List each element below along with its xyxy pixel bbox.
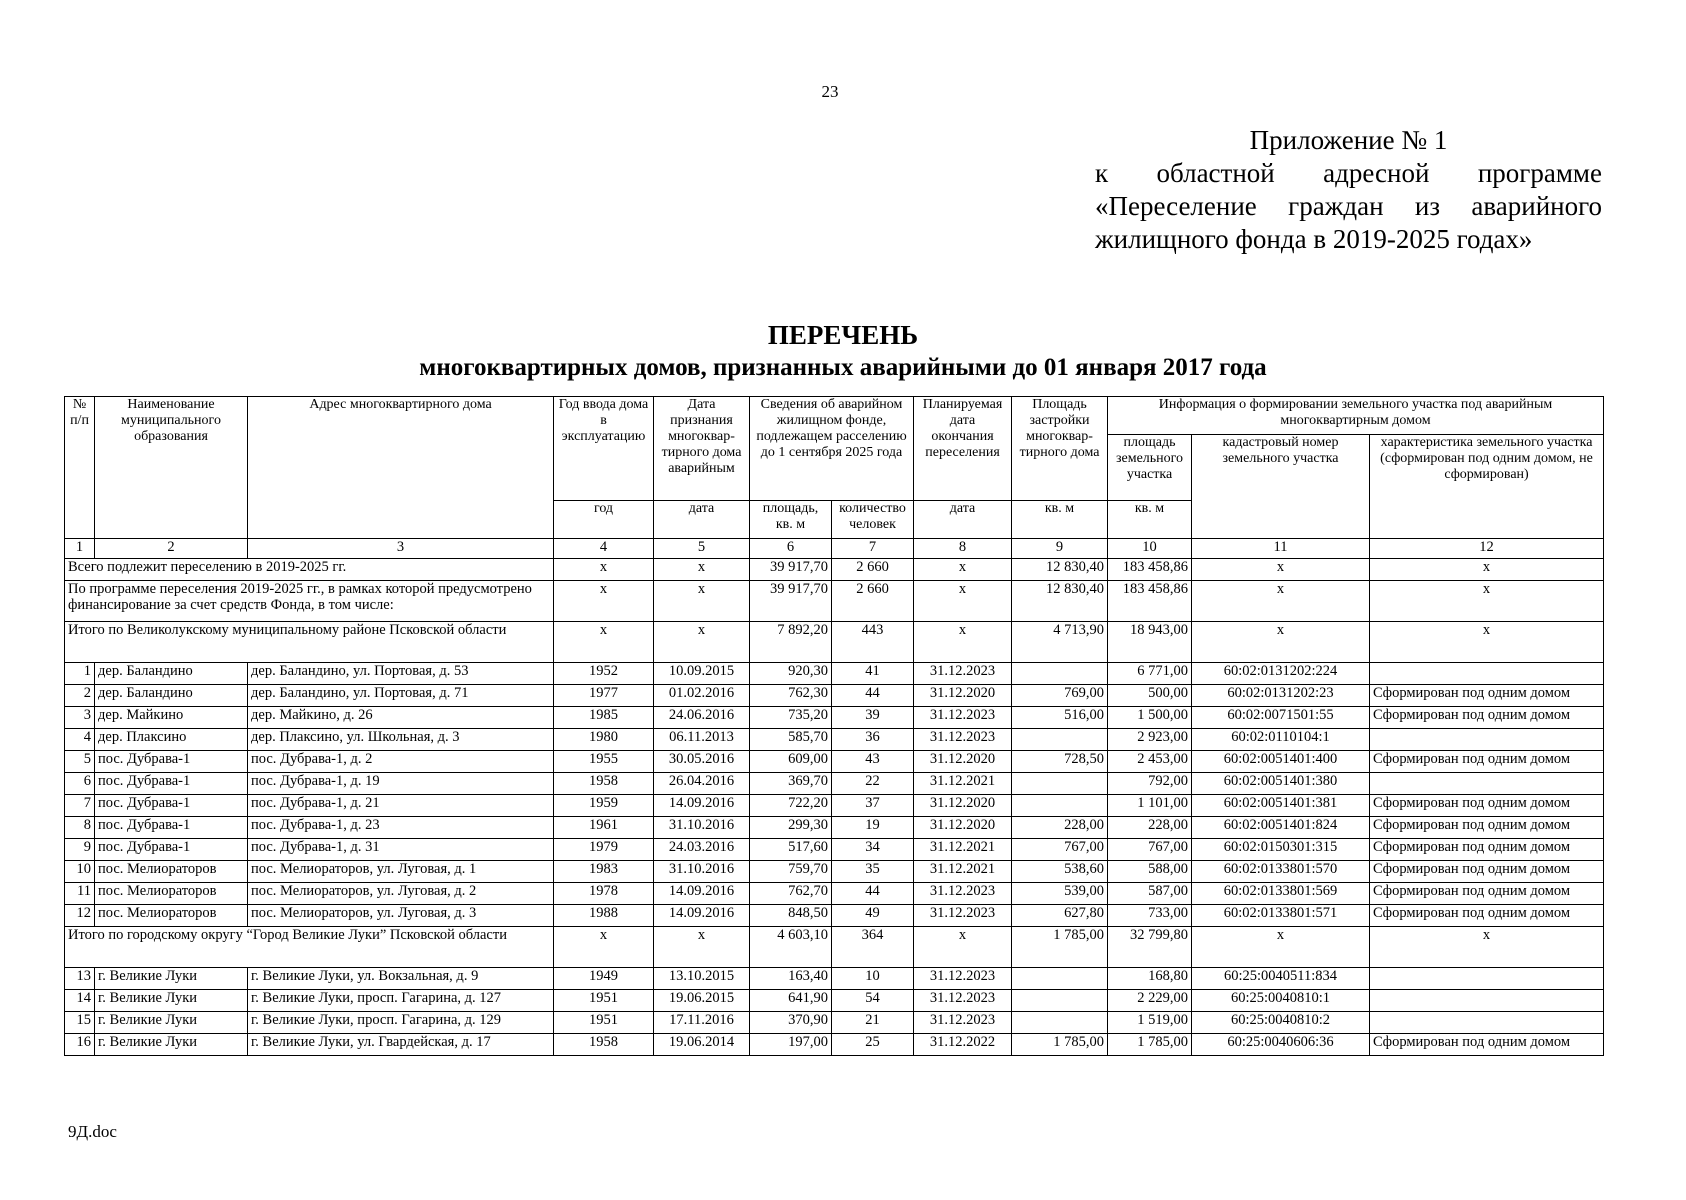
cell-land-char [1370,729,1604,751]
col-number: 7 [832,539,914,559]
header-build-area: Площадь застройки многоквар-тирного дома [1012,397,1108,501]
summary-cell: х [1370,559,1604,581]
summary-label: Итого по Великолукскому муниципальному районе Псковской области [65,622,554,663]
cell-planned-date: 31.12.2023 [914,990,1012,1012]
cell-people: 41 [832,663,914,685]
cell-land-char [1370,1012,1604,1034]
cell-people: 43 [832,751,914,773]
summary-cell: х [1192,927,1370,968]
cell-recognition-date: 31.10.2016 [654,817,750,839]
city-summary [65,927,1604,968]
table-row [65,968,1604,990]
cell-land-area: 588,00 [1108,861,1192,883]
cell-cadastral: 60:02:0051401:400 [1192,751,1370,773]
cell-people: 49 [832,905,914,927]
cell-year: 1983 [554,861,654,883]
cell-year: 1988 [554,905,654,927]
cell-build-area: 728,50 [1012,751,1108,773]
cell-municipality: пос. Мелиораторов [95,861,248,883]
footer-filename: 9Д.doc [68,1122,117,1141]
table-row [65,1034,1604,1056]
header-municipality: Наименование муниципального образования [95,397,248,539]
cell-recognition-date: 26.04.2016 [654,773,750,795]
column-numbers-row [65,539,1604,559]
summary-row-district [65,622,1604,663]
cell-area: 762,70 [750,883,832,905]
cell-address: дер. Майкино, д. 26 [248,707,554,729]
document-subtitle: многоквартирных домов, признанных аварийными до 01 января 2017 года [419,354,1267,381]
cell-recognition-date: 10.09.2015 [654,663,750,685]
cell-municipality: пос. Дубрава-1 [95,839,248,861]
cell-year: 1961 [554,817,654,839]
summary-cell: 12 830,40 [1012,559,1108,581]
summary-cell: 2 660 [832,559,914,581]
cell-area: 585,70 [750,729,832,751]
cell-year: 1980 [554,729,654,751]
table-row [65,795,1604,817]
cell-planned-date: 31.12.2021 [914,773,1012,795]
header-unit-people: количество человек [832,501,914,539]
cell-year: 1978 [554,883,654,905]
header-fund-info: Сведения об аварийном жилищном фонде, подлежащем расселению до 1 сентября 2025 года [750,397,914,501]
appendix-line-1: к областной адресной программе [1095,158,1602,188]
table-body [65,539,1604,663]
cell-recognition-date: 14.09.2016 [654,883,750,905]
cell-land-area: 2 453,00 [1108,751,1192,773]
cell-municipality: г. Великие Луки [95,1034,248,1056]
cell-cadastral: 60:02:0051401:380 [1192,773,1370,795]
summary-cell: 364 [832,927,914,968]
cell-cadastral: 60:02:0110104:1 [1192,729,1370,751]
cell-build-area [1012,968,1108,990]
summary-cell: 18 943,00 [1108,622,1192,663]
cell-address: пос. Дубрава-1, д. 31 [248,839,554,861]
table-row [65,839,1604,861]
cell-municipality: г. Великие Луки [95,990,248,1012]
cell-recognition-date: 24.06.2016 [654,707,750,729]
cell-planned-date: 31.12.2021 [914,861,1012,883]
cell-land-area: 2 923,00 [1108,729,1192,751]
cell-address: пос. Мелиораторов, ул. Луговая, д. 1 [248,861,554,883]
cell-people: 22 [832,773,914,795]
cell-people: 21 [832,1012,914,1034]
cell-municipality: пос. Дубрава-1 [95,795,248,817]
cell-area: 517,60 [750,839,832,861]
housing-register-table [64,396,1604,1056]
cell-build-area: 516,00 [1012,707,1108,729]
cell-land-area: 1 500,00 [1108,707,1192,729]
cell-area: 299,30 [750,817,832,839]
cell-recognition-date: 19.06.2015 [654,990,750,1012]
cell-cadastral: 60:02:0051401:824 [1192,817,1370,839]
cell-build-area: 228,00 [1012,817,1108,839]
cell-build-area: 767,00 [1012,839,1108,861]
table-row [65,773,1604,795]
cell-cadastral: 60:02:0131202:224 [1192,663,1370,685]
col-number: 5 [654,539,750,559]
cell-address: г. Великие Луки, просп. Гагарина, д. 129 [248,1012,554,1034]
summary-cell: х [654,559,750,581]
table-row [65,817,1604,839]
cell-num: 9 [65,839,95,861]
summary-cell: х [654,927,750,968]
header-land-char: характеристика земельного участка (сформирован под одним домом, не сформирован) [1370,435,1604,539]
cell-num: 12 [65,905,95,927]
cell-land-area: 767,00 [1108,839,1192,861]
cell-land-area: 6 771,00 [1108,663,1192,685]
cell-year: 1951 [554,1012,654,1034]
summary-cell: 2 660 [832,581,914,622]
col-number: 9 [1012,539,1108,559]
cell-num: 14 [65,990,95,1012]
cell-year: 1955 [554,751,654,773]
cell-land-char: Сформирован под одним домом [1370,751,1604,773]
cell-cadastral: 60:25:0040810:2 [1192,1012,1370,1034]
cell-address: г. Великие Луки, ул. Вокзальная, д. 9 [248,968,554,990]
cell-year: 1951 [554,990,654,1012]
cell-year: 1979 [554,839,654,861]
cell-address: пос. Мелиораторов, ул. Луговая, д. 2 [248,883,554,905]
cell-cadastral: 60:25:0040810:1 [1192,990,1370,1012]
summary-cell: х [554,559,654,581]
cell-land-area: 168,80 [1108,968,1192,990]
cell-cadastral: 60:02:0133801:570 [1192,861,1370,883]
cell-address: пос. Дубрава-1, д. 23 [248,817,554,839]
cell-num: 15 [65,1012,95,1034]
summary-cell: х [1370,581,1604,622]
header-unit-date2: дата [914,501,1012,539]
cell-people: 54 [832,990,914,1012]
cell-people: 25 [832,1034,914,1056]
cell-num: 7 [65,795,95,817]
header-unit-area: площадь, кв. м [750,501,832,539]
cell-area: 163,40 [750,968,832,990]
cell-num: 6 [65,773,95,795]
table-row [65,685,1604,707]
appendix-block [1095,124,1602,256]
header-cadastral: кадастровый номер земельного участка [1192,435,1370,539]
cell-planned-date: 31.12.2023 [914,729,1012,751]
cell-people: 10 [832,968,914,990]
col-number: 6 [750,539,832,559]
cell-num: 8 [65,817,95,839]
summary-cell: х [1192,581,1370,622]
cell-recognition-date: 14.09.2016 [654,795,750,817]
table-row [65,729,1604,751]
cell-recognition-date: 14.09.2016 [654,905,750,927]
cell-municipality: г. Великие Луки [95,968,248,990]
col-number: 2 [95,539,248,559]
cell-recognition-date: 19.06.2014 [654,1034,750,1056]
header-address: Адрес многоквартирного дома [248,397,554,539]
cell-cadastral: 60:02:0071501:55 [1192,707,1370,729]
appendix-line-3: жилищного фонда в 2019-2025 годах» [1095,224,1533,254]
district-rows [65,663,1604,927]
cell-cadastral: 60:25:0040511:834 [1192,968,1370,990]
city-rows [65,968,1604,1056]
cell-planned-date: 31.12.2020 [914,685,1012,707]
summary-cell: 4 713,90 [1012,622,1108,663]
cell-recognition-date: 01.02.2016 [654,685,750,707]
cell-municipality: дер. Плаксино [95,729,248,751]
cell-people: 37 [832,795,914,817]
cell-address: пос. Мелиораторов, ул. Луговая, д. 3 [248,905,554,927]
cell-area: 920,30 [750,663,832,685]
summary-label: По программе переселения 2019-2025 гг., в рамках которой предусмотрено финансирование за счет средств Фонда, в том числе: [65,581,554,622]
table-row [65,1012,1604,1034]
cell-recognition-date: 06.11.2013 [654,729,750,751]
cell-num: 3 [65,707,95,729]
cell-year: 1952 [554,663,654,685]
summary-cell: 7 892,20 [750,622,832,663]
cell-recognition-date: 13.10.2015 [654,968,750,990]
cell-people: 39 [832,707,914,729]
summary-cell: 183 458,86 [1108,581,1192,622]
cell-people: 36 [832,729,914,751]
cell-cadastral: 60:02:0133801:569 [1192,883,1370,905]
cell-address: дер. Баландино, ул. Портовая, д. 71 [248,685,554,707]
cell-build-area [1012,795,1108,817]
cell-area: 641,90 [750,990,832,1012]
cell-municipality: дер. Баландино [95,663,248,685]
table-row [65,861,1604,883]
cell-land-char [1370,990,1604,1012]
cell-num: 2 [65,685,95,707]
table-row [65,883,1604,905]
summary-cell: х [914,559,1012,581]
cell-build-area: 1 785,00 [1012,1034,1108,1056]
summary-cell: х [554,581,654,622]
header-land-area: площадь земельного участка [1108,435,1192,501]
cell-land-char: Сформирован под одним домом [1370,685,1604,707]
summary-cell: 4 603,10 [750,927,832,968]
cell-people: 44 [832,883,914,905]
document-title: ПЕРЕЧЕНЬ [767,320,919,350]
cell-recognition-date: 24.03.2016 [654,839,750,861]
cell-land-char: Сформирован под одним домом [1370,839,1604,861]
cell-people: 19 [832,817,914,839]
cell-recognition-date: 30.05.2016 [654,751,750,773]
cell-land-char: Сформирован под одним домом [1370,795,1604,817]
cell-build-area [1012,1012,1108,1034]
cell-land-area: 500,00 [1108,685,1192,707]
cell-num: 1 [65,663,95,685]
cell-cadastral: 60:02:0131202:23 [1192,685,1370,707]
cell-planned-date: 31.12.2022 [914,1034,1012,1056]
col-number: 1 [65,539,95,559]
cell-area: 197,00 [750,1034,832,1056]
cell-planned-date: 31.12.2020 [914,795,1012,817]
cell-land-area: 1 101,00 [1108,795,1192,817]
cell-municipality: пос. Мелиораторов [95,905,248,927]
cell-planned-date: 31.12.2020 [914,751,1012,773]
cell-build-area [1012,990,1108,1012]
col-number: 11 [1192,539,1370,559]
summary-cell: х [654,581,750,622]
summary-cell: 443 [832,622,914,663]
cell-area: 722,20 [750,795,832,817]
cell-build-area: 627,80 [1012,905,1108,927]
cell-land-area: 1 519,00 [1108,1012,1192,1034]
summary-label: Всего подлежит переселению в 2019-2025 гг. [65,559,554,581]
header-year: Год ввода дома в эксплуатацию [554,397,654,501]
appendix-line-2: «Переселение граждан из аварийного [1095,191,1602,221]
col-number: 4 [554,539,654,559]
cell-land-area: 1 785,00 [1108,1034,1192,1056]
cell-num: 13 [65,968,95,990]
summary-cell: х [554,622,654,663]
cell-address: г. Великие Луки, ул. Гвардейская, д. 17 [248,1034,554,1056]
summary-cell: х [914,581,1012,622]
cell-year: 1958 [554,773,654,795]
cell-address: пос. Дубрава-1, д. 2 [248,751,554,773]
cell-build-area: 538,60 [1012,861,1108,883]
header-unit-date: дата [654,501,750,539]
cell-area: 762,30 [750,685,832,707]
cell-year: 1958 [554,1034,654,1056]
col-number: 10 [1108,539,1192,559]
cell-planned-date: 31.12.2023 [914,883,1012,905]
cell-num: 11 [65,883,95,905]
summary-row-program [65,581,1604,622]
cell-area: 759,70 [750,861,832,883]
cell-recognition-date: 31.10.2016 [654,861,750,883]
cell-address: пос. Дубрава-1, д. 21 [248,795,554,817]
col-number: 8 [914,539,1012,559]
cell-address: дер. Баландино, ул. Портовая, д. 53 [248,663,554,685]
table-header [65,397,1604,539]
cell-area: 369,70 [750,773,832,795]
cell-planned-date: 31.12.2023 [914,1012,1012,1034]
summary-cell: 39 917,70 [750,581,832,622]
summary-cell: х [914,622,1012,663]
cell-land-char: Сформирован под одним домом [1370,861,1604,883]
cell-land-area: 587,00 [1108,883,1192,905]
summary-cell: 12 830,40 [1012,581,1108,622]
cell-year: 1977 [554,685,654,707]
summary-cell: х [1192,559,1370,581]
appendix-title: Приложение № 1 [1249,125,1448,155]
summary-cell: 32 799,80 [1108,927,1192,968]
cell-recognition-date: 17.11.2016 [654,1012,750,1034]
col-number: 12 [1370,539,1604,559]
cell-people: 44 [832,685,914,707]
header-unit-sqm: кв. м [1012,501,1108,539]
cell-cadastral: 60:02:0133801:571 [1192,905,1370,927]
cell-year: 1949 [554,968,654,990]
cell-address: пос. Дубрава-1, д. 19 [248,773,554,795]
cell-year: 1959 [554,795,654,817]
cell-num: 10 [65,861,95,883]
cell-area: 370,90 [750,1012,832,1034]
summary-row-city [65,927,1604,968]
cell-planned-date: 31.12.2023 [914,707,1012,729]
cell-municipality: дер. Майкино [95,707,248,729]
cell-land-area: 733,00 [1108,905,1192,927]
cell-planned-date: 31.12.2023 [914,663,1012,685]
cell-municipality: пос. Дубрава-1 [95,773,248,795]
table-row [65,751,1604,773]
page-number: 23 [821,82,839,101]
header-land-info: Информация о формировании земельного участка под аварийным многоквартирным домом [1108,397,1604,435]
header-unit-sqm2: кв. м [1108,501,1192,539]
cell-address: г. Великие Луки, просп. Гагарина, д. 127 [248,990,554,1012]
cell-land-char: Сформирован под одним домом [1370,817,1604,839]
summary-cell: х [1370,927,1604,968]
cell-planned-date: 31.12.2020 [914,817,1012,839]
cell-planned-date: 31.12.2023 [914,968,1012,990]
table-row [65,905,1604,927]
cell-municipality: пос. Мелиораторов [95,883,248,905]
cell-build-area [1012,773,1108,795]
summary-cell: х [554,927,654,968]
cell-land-char: Сформирован под одним домом [1370,707,1604,729]
header-recognition-date: Дата признания многоквар-тирного дома аварийным [654,397,750,501]
cell-area: 735,20 [750,707,832,729]
summary-cell: х [914,927,1012,968]
cell-build-area: 769,00 [1012,685,1108,707]
cell-build-area [1012,663,1108,685]
cell-land-area: 2 229,00 [1108,990,1192,1012]
cell-land-char [1370,663,1604,685]
cell-land-char: Сформирован под одним домом [1370,905,1604,927]
cell-land-char [1370,968,1604,990]
cell-land-char: Сформирован под одним домом [1370,1034,1604,1056]
cell-municipality: дер. Баландино [95,685,248,707]
cell-area: 609,00 [750,751,832,773]
table-row [65,663,1604,685]
cell-municipality: г. Великие Луки [95,1012,248,1034]
cell-year: 1985 [554,707,654,729]
cell-address: дер. Плаксино, ул. Школьная, д. 3 [248,729,554,751]
cell-land-char [1370,773,1604,795]
cell-num: 16 [65,1034,95,1056]
summary-row-total [65,559,1604,581]
cell-people: 34 [832,839,914,861]
header-planned-date: Планируемая дата окончания переселения [914,397,1012,501]
summary-cell: х [654,622,750,663]
summary-cell: х [1370,622,1604,663]
cell-people: 35 [832,861,914,883]
cell-build-area [1012,729,1108,751]
summary-cell: 183 458,86 [1108,559,1192,581]
header-unit-year: год [554,501,654,539]
summary-cell: 1 785,00 [1012,927,1108,968]
cell-cadastral: 60:25:0040606:36 [1192,1034,1370,1056]
table-row [65,707,1604,729]
summary-cell: х [1192,622,1370,663]
cell-cadastral: 60:02:0051401:381 [1192,795,1370,817]
cell-num: 4 [65,729,95,751]
header-num: № п/п [65,397,95,539]
summary-label: Итого по городскому округу “Город Великие Луки” Псковской области [65,927,554,968]
cell-land-area: 228,00 [1108,817,1192,839]
cell-planned-date: 31.12.2023 [914,905,1012,927]
cell-land-char: Сформирован под одним домом [1370,883,1604,905]
cell-build-area: 539,00 [1012,883,1108,905]
cell-area: 848,50 [750,905,832,927]
cell-municipality: пос. Дубрава-1 [95,817,248,839]
summary-cell: 39 917,70 [750,559,832,581]
cell-land-area: 792,00 [1108,773,1192,795]
cell-cadastral: 60:02:0150301:315 [1192,839,1370,861]
cell-planned-date: 31.12.2021 [914,839,1012,861]
table-row [65,990,1604,1012]
col-number: 3 [248,539,554,559]
cell-municipality: пос. Дубрава-1 [95,751,248,773]
cell-num: 5 [65,751,95,773]
